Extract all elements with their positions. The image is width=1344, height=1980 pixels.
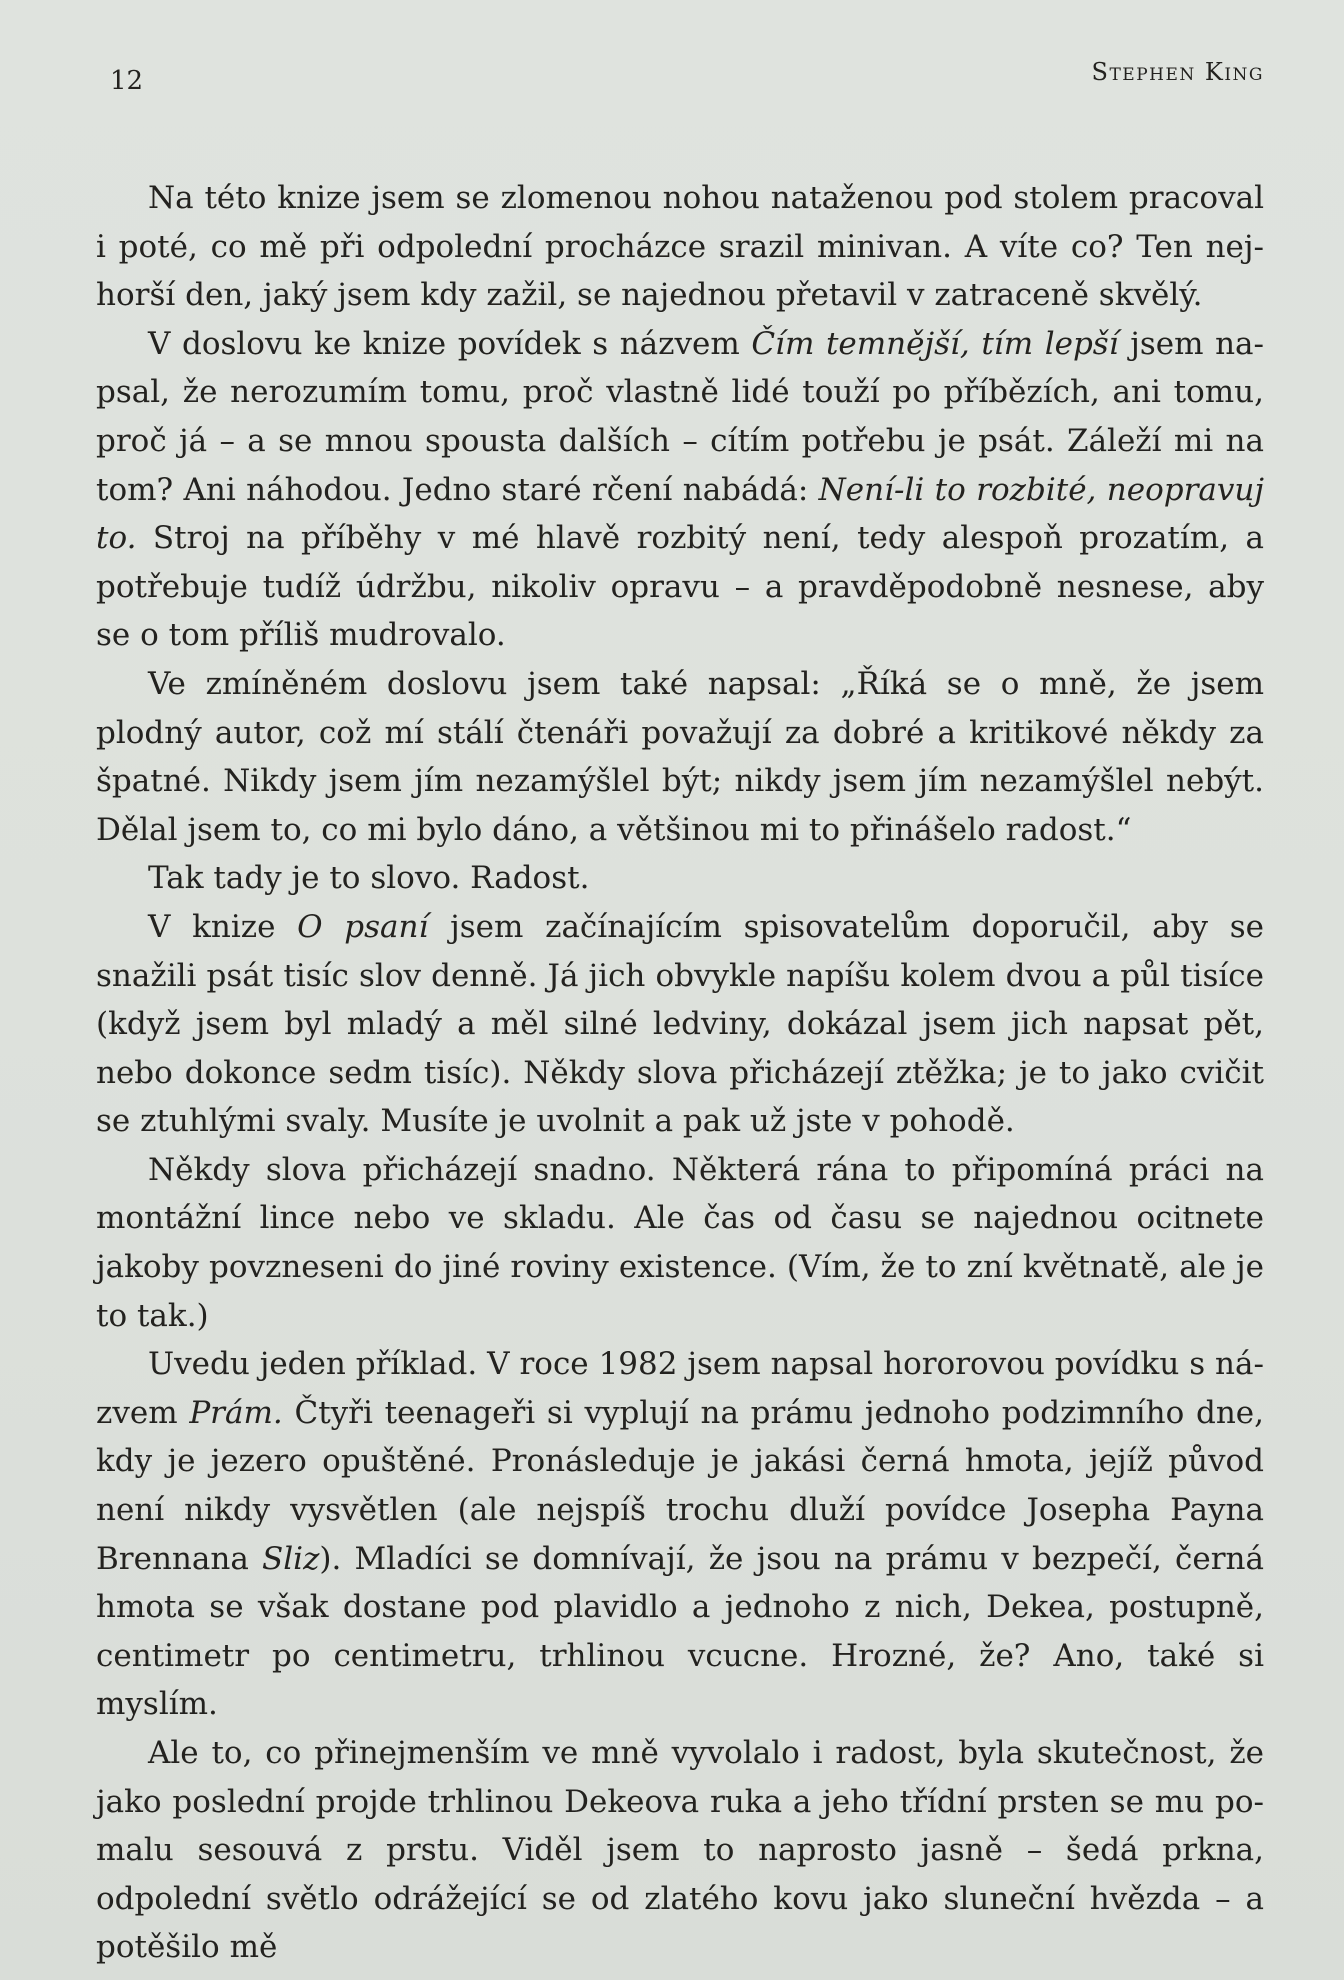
paragraph xyxy=(96,854,1264,903)
text-segment: Stroj na příběhy v mé hlavě rozbitý není, tedy alespoň prozatím, a potřebuje tudíž údržbu, nikoliv opravu – a pravděpodobně nesnese, aby se o tom příliš mudrovalo. xyxy=(96,520,1264,654)
paragraph xyxy=(96,1729,1264,1972)
paragraph xyxy=(96,1146,1264,1340)
body-text xyxy=(96,174,1264,1972)
text-segment: jsem napsal, že nerozumím tomu, proč vlastně lidé touží po příbězích, ani tomu, proč já – a se mnou spousta dalších – cítím potřebu je psát. Záleží mi na tom? Ani náhodou. Jedno staré rčení nabádá: xyxy=(96,325,1264,508)
text-segment: Uvedu jeden příklad. V roce 1982 jsem napsal hororovou povídku s názvem xyxy=(96,1346,1264,1431)
paragraph xyxy=(96,660,1264,854)
italic-title: Sliz xyxy=(262,1540,320,1577)
paragraph xyxy=(96,174,1264,320)
text-segment: Na této knize jsem se zlomenou nohou nataženou pod stolem pracoval i poté, co mě při odpolední procházce srazil minivan. A víte co? Ten nejhorší den, jaký jsem kdy zažil, se najednou přetavil v zatraceně skvělý. xyxy=(96,180,1264,314)
italic-title: Prám. xyxy=(189,1394,283,1431)
text-segment: Tak tady je to slovo. Radost. xyxy=(148,860,590,897)
text-segment: V doslovu ke knize povídek s názvem xyxy=(148,325,752,362)
text-segment: Čtyři teenageři si vyplují na prámu jednoho podzimního dne, kdy je jezero opuštěné. Pronásleduje je jakási černá hmota, jejíž původ není nikdy vysvětlen (ale nejspíš trochu dluží povídce Josepha Payna Brennana xyxy=(96,1394,1264,1577)
text-segment: jsem začínajícím spisovatelům doporučil, aby se snažili psát tisíc slov denně. Já jich obvykle napíšu kolem dvou a půl tisíce (když jsem byl mladý a měl silné ledviny, dokázal jsem jich napsat pět, nebo dokonce sedm tisíc). Někdy slova přicházejí ztěžka; je to jako cvičit se ztuhlými svaly. Musíte je uvolnit a pak už jste v pohodě. xyxy=(96,908,1264,1140)
running-head: Stephen King xyxy=(1091,58,1264,86)
text-segment: Někdy slova přicházejí snadno. Některá rána to připomíná práci na montážní lince nebo ve skladu. Ale čas od času se najednou ocitnete jakoby povzneseni do jiné roviny existence. (Vím, že to zní květnatě, ale je to tak.) xyxy=(96,1151,1264,1334)
paragraph xyxy=(96,903,1264,1146)
page-number: 12 xyxy=(110,66,144,96)
italic-title: O psaní xyxy=(297,908,429,945)
text-segment: Ale to, co přinejmenším ve mně vyvolalo i radost, byla skutečnost, že jako poslední projde trhlinou Dekeova ruka a jeho třídní prsten se mu pomalu sesouvá z prstu. Viděl jsem to naprosto jasně – šedá prkna, odpolední světlo odrážející se od zlatého kovu jako sluneční hvězda – a potěšilo mě xyxy=(96,1735,1264,1966)
italic-title: Čím temnější, tím lepší xyxy=(751,325,1119,362)
paragraph xyxy=(96,1340,1264,1729)
italic-title: Není-li to rozbité, neopravuj to. xyxy=(96,471,1265,557)
text-segment: Ve zmíněném doslovu jsem také napsal: „Říká se o mně, že jsem plodný autor, což mí stálí čtenáři považují za dobré a kritikové někdy za špatné. Nikdy jsem jím nezamýšlel být; nikdy jsem jím nezamýšlel nebýt. Dělal jsem to, co mi bylo dáno, a většinou mi to přinášelo radost.“ xyxy=(96,665,1264,848)
paragraph xyxy=(96,320,1264,660)
text-segment: V knize xyxy=(148,908,298,945)
text-segment: ). Mladíci se domnívají, že jsou na prámu v bezpečí, černá hmota se však dostane pod plavidlo a jednoho z nich, Dekea, postupně, centimetr po centimetru, trhlinou vcucne. Hrozné, že? Ano, také si myslím. xyxy=(96,1540,1264,1723)
